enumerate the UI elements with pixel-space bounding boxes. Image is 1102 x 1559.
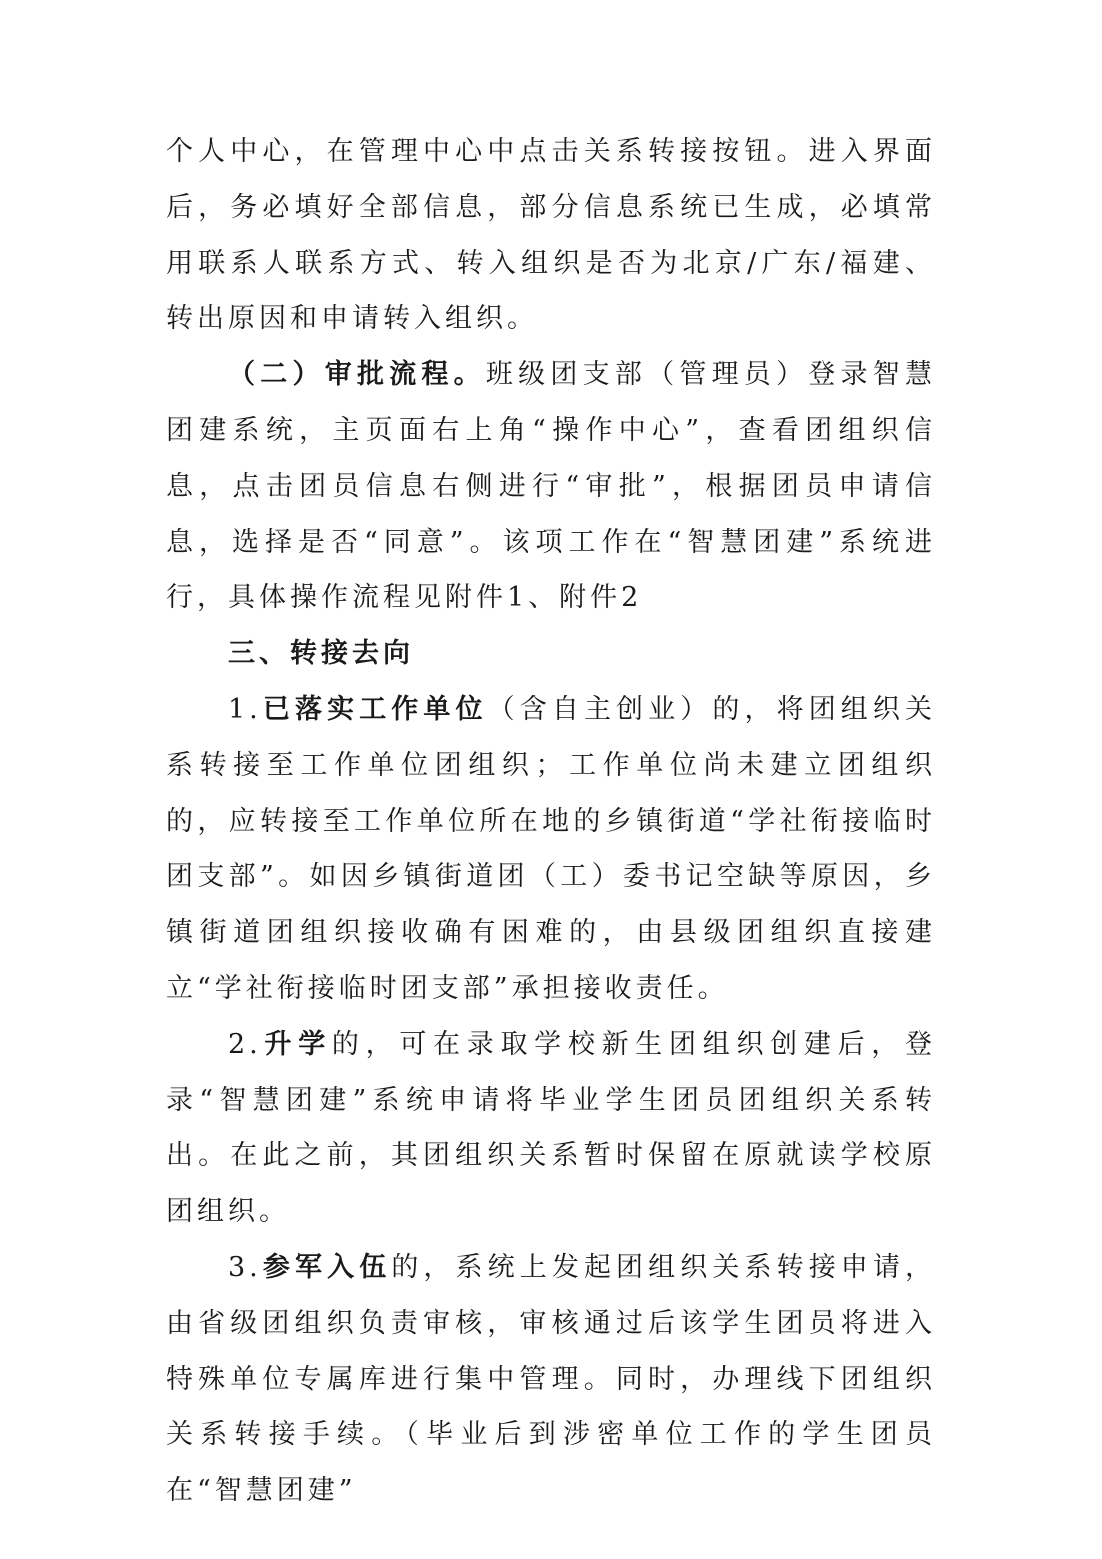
list-item-further-study [166, 1017, 936, 1240]
paragraph-transfer-steps [166, 124, 936, 347]
paragraph-lead-approval: （二）审批流程。 [228, 359, 486, 391]
list-item-text: （含自主创业）的，将团组织关系转接至工作单位团组织；工作单位尚未建立团组织的，应转接至工作单位所在地的乡镇街道“学社衔接临时团支部”。如因乡镇街道团（工）委书记空缺等原因，乡镇街道团组织接收确有困难的，由县级团组织直接建立“学社衔接临时团支部”承担接收责任。 [166, 693, 937, 1004]
list-item-number: 1. [228, 693, 262, 725]
section-heading-text: 三、转接去向 [228, 638, 414, 670]
list-item-text: 的，系统上发起团组织关系转接申请，由省级团组织负责审核，审核通过后该学生团员将进入特殊单位专属库进行集中管理。同时，办理线下团组织关系转接手续。（毕业后到涉密单位工作的学生团员在“智慧团建” [166, 1251, 937, 1507]
list-item-employed [166, 682, 936, 1017]
document-body [166, 124, 936, 1519]
list-item-military [166, 1240, 936, 1519]
list-item-lead: 升学 [261, 1028, 332, 1060]
paragraph-text: 个人中心，在管理中心中点击关系转接按钮。进入界面后，务必填好全部信息，部分信息系统已生成，必填常用联系人联系方式、转入组织是否为北京/广东/福建、转出原因和申请转入组织。 [166, 136, 936, 335]
paragraph-approval-process [166, 347, 936, 626]
list-item-lead: 参军入伍 [261, 1251, 392, 1283]
paragraph-text: 班级团支部（管理员）登录智慧团建系统，主页面右上角“操作中心”，查看团组织信息，点击团员信息右侧进行“审批”，根据团员申请信息，选择是否“同意”。该项工作在“智慧团建”系统进行，具体操作流程见附件1、附件2 [166, 359, 937, 614]
section-heading-transfer-destination [166, 626, 936, 682]
list-item-lead: 已落实工作单位 [261, 693, 488, 725]
list-item-text: 的，可在录取学校新生团组织创建后，登录“智慧团建”系统申请将毕业学生团员团组织关系转出。在此之前，其团组织关系暂时保留在原就读学校原团组织。 [166, 1028, 937, 1228]
list-item-number: 3. [228, 1251, 262, 1283]
list-item-number: 2. [228, 1028, 262, 1060]
